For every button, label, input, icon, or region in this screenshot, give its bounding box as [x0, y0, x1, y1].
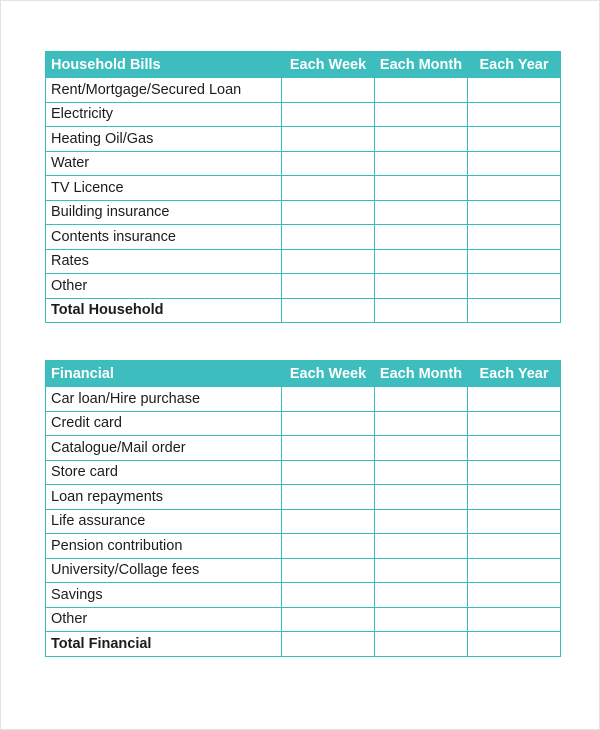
- month-cell[interactable]: [375, 102, 468, 127]
- month-cell[interactable]: [375, 460, 468, 485]
- row-label: Other: [46, 607, 282, 632]
- week-cell[interactable]: [282, 558, 375, 583]
- table-row: [46, 436, 561, 461]
- household-bills-table: [45, 51, 561, 323]
- row-label: Other: [46, 274, 282, 299]
- year-cell[interactable]: [468, 583, 561, 608]
- financial-col-year: Each Year: [468, 361, 561, 387]
- row-label: Rates: [46, 249, 282, 274]
- household-col-year: Each Year: [468, 52, 561, 78]
- year-cell[interactable]: [468, 558, 561, 583]
- row-label: Pension contribution: [46, 534, 282, 559]
- month-cell[interactable]: [375, 411, 468, 436]
- year-cell[interactable]: [468, 274, 561, 299]
- month-cell[interactable]: [375, 200, 468, 225]
- household-col-week: Each Week: [282, 52, 375, 78]
- year-cell[interactable]: [468, 249, 561, 274]
- table-row: [46, 583, 561, 608]
- table-row: [46, 274, 561, 299]
- month-cell[interactable]: [375, 298, 468, 323]
- month-cell[interactable]: [375, 534, 468, 559]
- week-cell[interactable]: [282, 534, 375, 559]
- row-label: Credit card: [46, 411, 282, 436]
- row-label: Water: [46, 151, 282, 176]
- table-row: [46, 200, 561, 225]
- financial-col-month: Each Month: [375, 361, 468, 387]
- week-cell[interactable]: [282, 127, 375, 152]
- table-row: [46, 127, 561, 152]
- month-cell[interactable]: [375, 558, 468, 583]
- month-cell[interactable]: [375, 274, 468, 299]
- month-cell[interactable]: [375, 485, 468, 510]
- month-cell[interactable]: [375, 632, 468, 657]
- week-cell[interactable]: [282, 632, 375, 657]
- week-cell[interactable]: [282, 583, 375, 608]
- year-cell[interactable]: [468, 78, 561, 103]
- table-row: [46, 485, 561, 510]
- week-cell[interactable]: [282, 78, 375, 103]
- row-label: Rent/Mortgage/Secured Loan: [46, 78, 282, 103]
- financial-title: Financial: [46, 361, 282, 387]
- week-cell[interactable]: [282, 387, 375, 412]
- month-cell[interactable]: [375, 583, 468, 608]
- month-cell[interactable]: [375, 387, 468, 412]
- financial-header-row: [46, 361, 561, 387]
- week-cell[interactable]: [282, 102, 375, 127]
- year-cell[interactable]: [468, 632, 561, 657]
- row-label: TV Licence: [46, 176, 282, 201]
- year-cell[interactable]: [468, 298, 561, 323]
- year-cell[interactable]: [468, 102, 561, 127]
- year-cell[interactable]: [468, 151, 561, 176]
- financial-table: [45, 360, 561, 657]
- row-label: Store card: [46, 460, 282, 485]
- week-cell[interactable]: [282, 436, 375, 461]
- year-cell[interactable]: [468, 200, 561, 225]
- table-row: [46, 176, 561, 201]
- month-cell[interactable]: [375, 436, 468, 461]
- table-row: [46, 509, 561, 534]
- table-row: [46, 102, 561, 127]
- table-row: [46, 607, 561, 632]
- row-label: Electricity: [46, 102, 282, 127]
- table-row: [46, 151, 561, 176]
- row-label: Building insurance: [46, 200, 282, 225]
- month-cell[interactable]: [375, 78, 468, 103]
- household-title: Household Bills: [46, 52, 282, 78]
- month-cell[interactable]: [375, 151, 468, 176]
- week-cell[interactable]: [282, 176, 375, 201]
- household-col-month: Each Month: [375, 52, 468, 78]
- total-financial-label: Total Financial: [46, 632, 282, 657]
- week-cell[interactable]: [282, 200, 375, 225]
- table-row: [46, 225, 561, 250]
- table-row: [46, 387, 561, 412]
- row-label: Life assurance: [46, 509, 282, 534]
- total-row: [46, 632, 561, 657]
- year-cell[interactable]: [468, 176, 561, 201]
- row-label: Catalogue/Mail order: [46, 436, 282, 461]
- week-cell[interactable]: [282, 249, 375, 274]
- row-label: Savings: [46, 583, 282, 608]
- household-header-row: [46, 52, 561, 78]
- year-cell[interactable]: [468, 509, 561, 534]
- row-label: University/Collage fees: [46, 558, 282, 583]
- financial-col-week: Each Week: [282, 361, 375, 387]
- week-cell[interactable]: [282, 509, 375, 534]
- table-row: [46, 411, 561, 436]
- table-row: [46, 558, 561, 583]
- week-cell[interactable]: [282, 485, 375, 510]
- month-cell[interactable]: [375, 176, 468, 201]
- week-cell[interactable]: [282, 274, 375, 299]
- total-row: [46, 298, 561, 323]
- year-cell[interactable]: [468, 534, 561, 559]
- table-row: [46, 460, 561, 485]
- week-cell[interactable]: [282, 411, 375, 436]
- year-cell[interactable]: [468, 225, 561, 250]
- year-cell[interactable]: [468, 460, 561, 485]
- month-cell[interactable]: [375, 509, 468, 534]
- row-label: Contents insurance: [46, 225, 282, 250]
- week-cell[interactable]: [282, 460, 375, 485]
- month-cell[interactable]: [375, 607, 468, 632]
- week-cell[interactable]: [282, 151, 375, 176]
- row-label: Car loan/Hire purchase: [46, 387, 282, 412]
- year-cell[interactable]: [468, 607, 561, 632]
- year-cell[interactable]: [468, 485, 561, 510]
- week-cell[interactable]: [282, 225, 375, 250]
- week-cell[interactable]: [282, 607, 375, 632]
- row-label: Loan repayments: [46, 485, 282, 510]
- week-cell[interactable]: [282, 298, 375, 323]
- month-cell[interactable]: [375, 127, 468, 152]
- month-cell[interactable]: [375, 225, 468, 250]
- year-cell[interactable]: [468, 127, 561, 152]
- row-label: Heating Oil/Gas: [46, 127, 282, 152]
- year-cell[interactable]: [468, 436, 561, 461]
- year-cell[interactable]: [468, 411, 561, 436]
- month-cell[interactable]: [375, 249, 468, 274]
- table-row: [46, 78, 561, 103]
- total-household-label: Total Household: [46, 298, 282, 323]
- year-cell[interactable]: [468, 387, 561, 412]
- table-row: [46, 249, 561, 274]
- table-row: [46, 534, 561, 559]
